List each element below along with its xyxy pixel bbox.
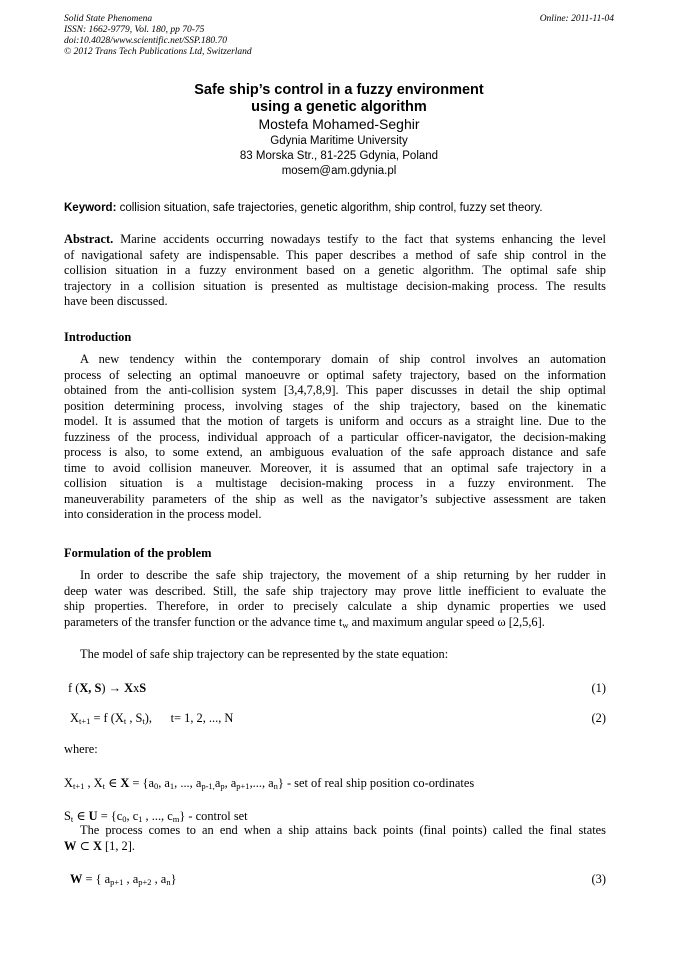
journal-name: Solid State Phenomena (64, 14, 153, 24)
intro-line: process is also, to some extend, an ambiguous evaluation of the safe approach distance and safe (64, 445, 606, 459)
abstract-line: have been discussed. (64, 294, 168, 308)
abstract-line: collision situation in a fuzzy environment based on a genetic algorithm. The optimal safe ship (64, 263, 606, 277)
state-set-definition: $X_{t+1}$ , $X_t$ ∈ $X = \{a_0$, $a_1$, ..., $a_{p-1,}a_p$, $a_{p+1}$,..., $a_n$} - set of real ship position co-ordinates (64, 776, 475, 791)
author-name: Mostefa Mohamed-Seghir (258, 116, 420, 132)
intro-line: maneuverability parameters of the ship as well as the navigator’s subjective assessment are taken (64, 491, 606, 506)
process-paragraph (64, 823, 606, 854)
abstract-line: trajectory in a collision situation is presented as multistage decision-making process. The results (64, 278, 606, 293)
formulation-line-part: and maximum angular speed ω [2,5,6]. (348, 614, 545, 629)
equation-2-number: (2) (591, 711, 606, 725)
equation-2: $X_{t+1} = f$ ($X_t$ , $S_t$), t= 1, 2, ..., N (70, 711, 234, 726)
subscript: w (342, 619, 349, 630)
keywords (64, 202, 543, 214)
email[interactable]: mosem@am.gdynia.pl (281, 165, 397, 177)
control-set-definition: $S_t$ ∈ $U = \{c_0$, $c_1$ , ..., $c_m$} - control set (64, 809, 248, 824)
control-set-text: - control set (185, 809, 248, 823)
process-line: W ⊂ X [1, 2]. (64, 838, 135, 853)
title-line-2: using a genetic algorithm (251, 99, 427, 115)
process-line-part: [1, 2]. (101, 838, 135, 853)
abstract-line: Marine accidents occurring nowadays testify to the fact that systems enhancing the level (113, 232, 606, 246)
formulation-line: In order to describe the safe ship trajectory, the movement of a ship returning by her rudder in (80, 568, 606, 582)
title-line-1: Safe ship’s control in a fuzzy environment (194, 82, 484, 98)
model-sentence: The model of safe ship trajectory can be represented by the state equation: (80, 647, 449, 661)
affiliation: Gdynia Maritime University (270, 135, 408, 147)
equation-2-range: t= 1, 2, ..., N (170, 711, 234, 725)
intro-line: time to avoid collision maneuver. Moreover, it is assumed that an optimal safe trajectory in a (64, 460, 606, 475)
introduction-heading: Introduction (64, 330, 132, 344)
intro-line: model. It is assumed that the motion of targets is uniform and occurs as a straight line. Due to the (64, 414, 606, 428)
formulation-line-part: parameters of the transfer function or the advance time t (64, 614, 343, 629)
equation-3: W = { $a_{p+1}$ , $a_{p+2}$ , $a_n$} (70, 872, 177, 887)
equation-3-number: (3) (591, 872, 606, 886)
intro-line: into consideration in the process model. (64, 507, 262, 521)
intro-line: process of selecting an optimal manoeuvre or optimal safety trajectory, based on the information (64, 367, 606, 382)
process-line: The process comes to an end when a ship attains back points (final points) called the final states (80, 823, 606, 837)
equation-1: f (X, S) → XxS (68, 681, 147, 695)
online-date: Online: 2011-11-04 (539, 14, 614, 24)
formulation-line: ship properties. Therefore, in order to precisely calculate a ship dynamic properties we used (64, 599, 606, 613)
copyright: © 2012 Trans Tech Publications Ltd, Switzerland (64, 47, 252, 57)
abstract (64, 232, 606, 310)
address: 83 Morska Str., 81-225 Gdynia, Poland (239, 150, 439, 162)
formulation-line (64, 615, 606, 631)
issn: ISSN: 1662-9779, Vol. 180, pp 70-75 (64, 25, 205, 35)
abstract-label: Abstract. (64, 232, 114, 246)
formulation-body (64, 568, 606, 630)
abstract-line: of navigational safety are indispensable. This paper describes a method of safe ship control in the (64, 247, 606, 262)
formulation-heading: Formulation of the problem (64, 546, 212, 560)
equation-1-number: (1) (591, 681, 606, 695)
intro-line: fuzziness of the process, individual approach of a particular officer-navigator, the decision-making (64, 429, 606, 444)
doi: doi:10.4028/www.scientific.net/SSP.180.70 (64, 36, 227, 46)
state-set-text: - set of real ship position co-ordinates (283, 776, 475, 790)
intro-line: obtained from the anti-collision system [3,4,7,8,9]. This paper discusses in detail the ship optimal (64, 383, 606, 397)
intro-line: position determining process, involving stages of the ship trajectory, based on the kinematic (64, 398, 606, 413)
where-label: where: (64, 742, 98, 756)
formulation-line: deep water was described. Still, the safe ship trajectory may prove little inefficient to evaluate the (64, 583, 606, 598)
introduction-body (64, 352, 606, 523)
keywords-text: collision situation, safe trajectories, genetic algorithm, ship control, fuzzy set theory. (116, 202, 543, 214)
keywords-label: Keyword: (64, 202, 117, 214)
intro-line: A new tendency within the contemporary domain of ship control involves an automation (80, 352, 606, 366)
intro-line: collision situation is a multistage decision-making process in a fuzzy environment. The (64, 476, 606, 490)
